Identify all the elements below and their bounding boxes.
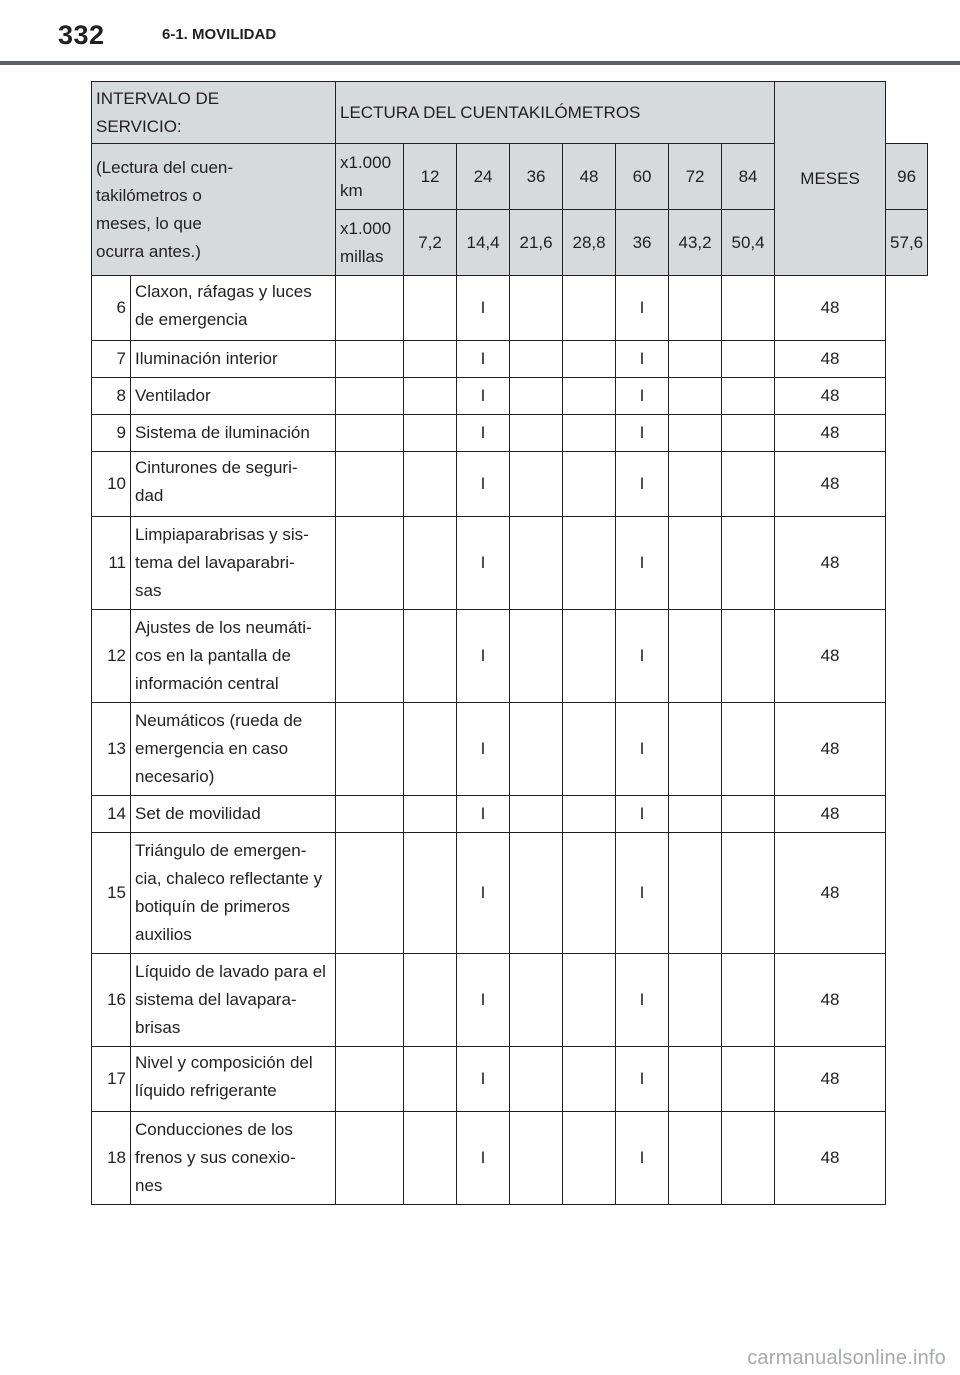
item-number: 10 xyxy=(92,452,131,517)
watermark: carmanualsonline.info xyxy=(747,1347,946,1369)
miles-value: 50,4 xyxy=(722,210,775,276)
interval-cell xyxy=(404,703,457,796)
table-row xyxy=(92,833,928,954)
interval-cell xyxy=(722,1112,775,1205)
inspect-mark: I xyxy=(616,276,669,341)
interval-cell xyxy=(722,833,775,954)
interval-cell xyxy=(669,378,722,415)
inspect-mark: I xyxy=(457,517,510,610)
interval-cell xyxy=(510,276,563,341)
item-number: 16 xyxy=(92,954,131,1047)
interval-cell xyxy=(336,1047,404,1112)
interval-cell xyxy=(722,954,775,1047)
interval-cell xyxy=(404,796,457,833)
months-header: MESES xyxy=(775,82,886,276)
months-value: 48 xyxy=(775,1047,886,1112)
interval-cell xyxy=(563,415,616,452)
item-description: Limpiaparabrisas y sis-tema del lavaparabri-sas xyxy=(131,517,336,610)
inspect-mark: I xyxy=(616,341,669,378)
page-number: 332 xyxy=(58,20,105,50)
table-row xyxy=(92,378,928,415)
interval-cell xyxy=(669,341,722,378)
item-description: Ajustes de los neumáti-cos en la pantalla de información central xyxy=(131,610,336,703)
item-description: Triángulo de emergen-cia, chaleco reflectante y botiquín de primeros auxilios xyxy=(131,833,336,954)
interval-cell xyxy=(404,276,457,341)
odometer-label: LECTURA DEL CUENTAKILÓMETROS xyxy=(336,82,775,144)
inspect-mark: I xyxy=(616,1047,669,1112)
miles-unit: x1.000 millas xyxy=(336,210,404,276)
interval-cell xyxy=(336,415,404,452)
interval-cell xyxy=(336,1112,404,1205)
months-value: 48 xyxy=(775,1112,886,1205)
miles-value: 36 xyxy=(616,210,669,276)
interval-cell xyxy=(563,1047,616,1112)
interval-cell xyxy=(563,703,616,796)
km-value: 24 xyxy=(457,144,510,210)
interval-cell xyxy=(404,341,457,378)
months-value: 48 xyxy=(775,517,886,610)
interval-cell xyxy=(722,796,775,833)
inspect-mark: I xyxy=(616,833,669,954)
miles-value: 28,8 xyxy=(563,210,616,276)
item-number: 15 xyxy=(92,833,131,954)
interval-cell xyxy=(404,517,457,610)
miles-value: 57,6 xyxy=(886,210,928,276)
miles-value: 7,2 xyxy=(404,210,457,276)
km-value: 48 xyxy=(563,144,616,210)
km-value: 72 xyxy=(669,144,722,210)
interval-cell xyxy=(510,452,563,517)
interval-cell xyxy=(669,833,722,954)
inspect-mark: I xyxy=(457,703,510,796)
item-number: 7 xyxy=(92,341,131,378)
table-row xyxy=(92,703,928,796)
item-description: Claxon, ráfagas y luces de emergencia xyxy=(131,276,336,341)
inspect-mark: I xyxy=(457,1112,510,1205)
interval-cell xyxy=(336,276,404,341)
interval-cell xyxy=(563,1112,616,1205)
months-value: 48 xyxy=(775,833,886,954)
inspect-mark: I xyxy=(457,276,510,341)
inspect-mark: I xyxy=(457,1047,510,1112)
interval-cell xyxy=(404,954,457,1047)
inspect-mark: I xyxy=(457,378,510,415)
item-number: 9 xyxy=(92,415,131,452)
interval-cell xyxy=(722,415,775,452)
item-number: 17 xyxy=(92,1047,131,1112)
interval-cell xyxy=(563,954,616,1047)
header-row-interval xyxy=(92,82,928,144)
table-row xyxy=(92,1112,928,1205)
months-value: 48 xyxy=(775,796,886,833)
item-number: 18 xyxy=(92,1112,131,1205)
interval-cell xyxy=(669,703,722,796)
item-number: 11 xyxy=(92,517,131,610)
inspect-mark: I xyxy=(457,415,510,452)
table-row xyxy=(92,954,928,1047)
item-number: 14 xyxy=(92,796,131,833)
maintenance-table xyxy=(91,81,928,1205)
item-number: 8 xyxy=(92,378,131,415)
interval-cell xyxy=(669,954,722,1047)
miles-value: 14,4 xyxy=(457,210,510,276)
km-value: 96 xyxy=(886,144,928,210)
interval-cell xyxy=(336,954,404,1047)
table-row xyxy=(92,415,928,452)
months-value: 48 xyxy=(775,276,886,341)
interval-cell xyxy=(510,954,563,1047)
condition-note: (Lectura del cuen-takilómetros o meses, lo que ocurra antes.) xyxy=(92,144,336,276)
inspect-mark: I xyxy=(457,452,510,517)
interval-cell xyxy=(510,703,563,796)
km-value: 36 xyxy=(510,144,563,210)
interval-cell xyxy=(669,1112,722,1205)
months-value: 48 xyxy=(775,341,886,378)
interval-cell xyxy=(669,276,722,341)
table-row xyxy=(92,517,928,610)
inspect-mark: I xyxy=(457,833,510,954)
interval-cell xyxy=(336,703,404,796)
interval-cell xyxy=(336,833,404,954)
interval-cell xyxy=(669,452,722,517)
miles-value: 43,2 xyxy=(669,210,722,276)
item-description: Nivel y composición del líquido refrigerante xyxy=(131,1047,336,1112)
interval-cell xyxy=(563,796,616,833)
interval-cell xyxy=(404,1112,457,1205)
inspect-mark: I xyxy=(616,517,669,610)
item-number: 6 xyxy=(92,276,131,341)
interval-cell xyxy=(669,415,722,452)
inspect-mark: I xyxy=(457,341,510,378)
interval-cell xyxy=(336,796,404,833)
table-row xyxy=(92,341,928,378)
inspect-mark: I xyxy=(616,415,669,452)
interval-cell xyxy=(722,1047,775,1112)
interval-cell xyxy=(722,452,775,517)
item-description: Ventilador xyxy=(131,378,336,415)
item-description: Cinturones de seguri-dad xyxy=(131,452,336,517)
interval-cell xyxy=(563,833,616,954)
interval-cell xyxy=(404,452,457,517)
item-number: 12 xyxy=(92,610,131,703)
interval-cell xyxy=(336,452,404,517)
interval-cell xyxy=(563,610,616,703)
interval-cell xyxy=(563,517,616,610)
interval-cell xyxy=(722,610,775,703)
header-rule xyxy=(0,61,960,65)
inspect-mark: I xyxy=(616,796,669,833)
item-number: 13 xyxy=(92,703,131,796)
interval-cell xyxy=(336,378,404,415)
inspect-mark: I xyxy=(616,1112,669,1205)
km-value: 12 xyxy=(404,144,457,210)
interval-cell xyxy=(510,517,563,610)
interval-cell xyxy=(510,1047,563,1112)
inspect-mark: I xyxy=(457,610,510,703)
interval-cell xyxy=(563,341,616,378)
interval-cell xyxy=(722,703,775,796)
inspect-mark: I xyxy=(616,452,669,517)
km-value: 84 xyxy=(722,144,775,210)
interval-label: INTERVALO DE SERVICIO: xyxy=(92,82,336,144)
item-description: Iluminación interior xyxy=(131,341,336,378)
months-value: 48 xyxy=(775,954,886,1047)
item-description: Conducciones de los frenos y sus conexio-nes xyxy=(131,1112,336,1205)
inspect-mark: I xyxy=(457,796,510,833)
interval-cell xyxy=(722,341,775,378)
miles-value: 21,6 xyxy=(510,210,563,276)
table-row xyxy=(92,610,928,703)
interval-cell xyxy=(669,517,722,610)
km-value: 60 xyxy=(616,144,669,210)
inspect-mark: I xyxy=(616,954,669,1047)
interval-cell xyxy=(722,378,775,415)
inspect-mark: I xyxy=(616,610,669,703)
months-value: 48 xyxy=(775,378,886,415)
interval-cell xyxy=(510,796,563,833)
item-description: Neumáticos (rueda de emergencia en caso necesario) xyxy=(131,703,336,796)
interval-cell xyxy=(404,610,457,703)
interval-cell xyxy=(404,378,457,415)
interval-cell xyxy=(336,610,404,703)
interval-cell xyxy=(336,517,404,610)
interval-cell xyxy=(336,341,404,378)
table-row xyxy=(92,276,928,341)
interval-cell xyxy=(722,276,775,341)
table-row xyxy=(92,452,928,517)
interval-cell xyxy=(563,378,616,415)
item-description: Líquido de lavado para el sistema del lavapara-brisas xyxy=(131,954,336,1047)
interval-cell xyxy=(510,833,563,954)
inspect-mark: I xyxy=(616,378,669,415)
interval-cell xyxy=(722,517,775,610)
months-value: 48 xyxy=(775,452,886,517)
interval-cell xyxy=(510,378,563,415)
months-value: 48 xyxy=(775,703,886,796)
months-value: 48 xyxy=(775,610,886,703)
interval-cell xyxy=(404,833,457,954)
item-description: Sistema de iluminación xyxy=(131,415,336,452)
interval-cell xyxy=(669,796,722,833)
months-value: 48 xyxy=(775,415,886,452)
interval-cell xyxy=(669,610,722,703)
interval-cell xyxy=(510,415,563,452)
interval-cell xyxy=(563,276,616,341)
interval-cell xyxy=(510,1112,563,1205)
km-unit: x1.000 km xyxy=(336,144,404,210)
interval-cell xyxy=(669,1047,722,1112)
interval-cell xyxy=(510,341,563,378)
interval-cell xyxy=(404,415,457,452)
inspect-mark: I xyxy=(616,703,669,796)
table-row xyxy=(92,796,928,833)
interval-cell xyxy=(404,1047,457,1112)
section-title: 6-1. MOVILIDAD xyxy=(162,26,277,43)
item-description: Set de movilidad xyxy=(131,796,336,833)
interval-cell xyxy=(563,452,616,517)
interval-cell xyxy=(510,610,563,703)
inspect-mark: I xyxy=(457,954,510,1047)
table-row xyxy=(92,1047,928,1112)
